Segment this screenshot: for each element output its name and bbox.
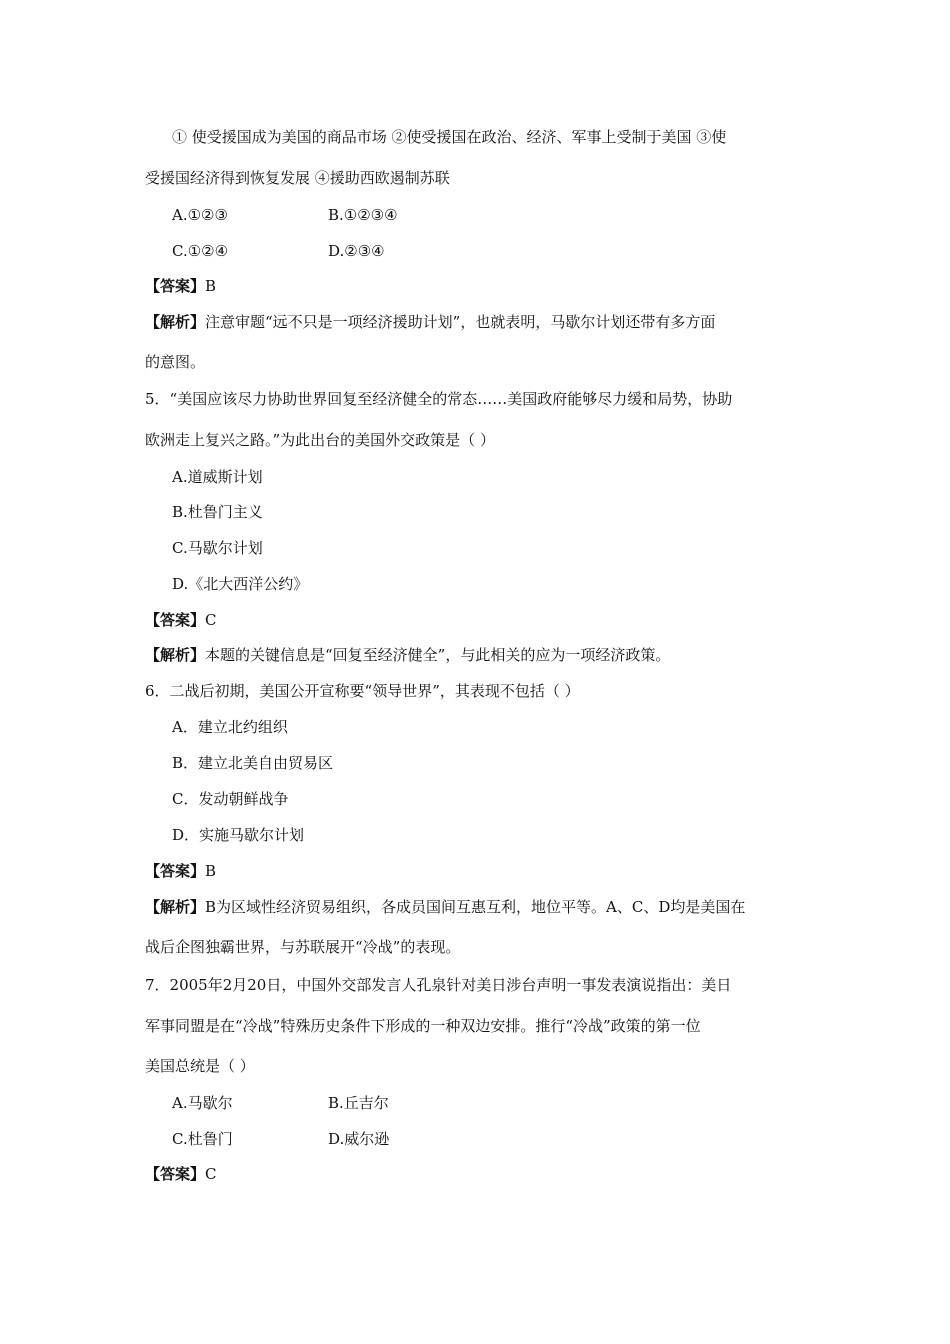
- analysis-text: B为区域性经济贸易组织，各成员国间互惠互利，地位平等。A、C、D均是美国在: [205, 898, 746, 916]
- q6-answer: [145, 861, 216, 881]
- answer-value: B: [205, 277, 217, 295]
- q6-choice-d: D．实施马歇尔计划: [172, 826, 305, 844]
- q5-analysis-line1: [145, 645, 670, 665]
- q4-choice-a: A.①②③: [172, 206, 228, 224]
- q5-answer: [145, 610, 217, 630]
- q4-choice-b: B.①②③④: [328, 206, 398, 224]
- analysis-text: 注意审题“远不只是一项经济援助计划”，也就表明，马歇尔计划还带有多方面: [205, 313, 716, 331]
- q7-choice-a: A.马歇尔: [172, 1094, 233, 1112]
- q6-analysis-line2: 战后企图独霸世界，与苏联展开“冷战”的表现。: [145, 938, 461, 956]
- q6-choice-c: C．发动朝鲜战争: [172, 790, 289, 808]
- q7-choice-c: C.杜鲁门: [172, 1130, 233, 1148]
- q5-choice-a: A.道威斯计划: [172, 468, 263, 486]
- q4-analysis-line1: [145, 312, 715, 332]
- q6-analysis-line1: [145, 897, 745, 917]
- answer-value: C: [205, 611, 217, 629]
- q5-choice-d: D.《北大西洋公约》: [172, 575, 309, 593]
- analysis-label: 【解析】: [145, 313, 206, 331]
- q5-stem-line2: 欧洲走上复兴之路。”为此出台的美国外交政策是（ ）: [145, 431, 495, 449]
- q7-choice-b: B.丘吉尔: [328, 1094, 389, 1112]
- answer-label: 【答案】: [145, 1165, 206, 1183]
- q5-stem-line1: 5．“美国应该尽力协助世界回复至经济健全的常态……美国政府能够尽力缓和局势，协助: [145, 390, 733, 408]
- q6-stem-line1: 6．二战后初期，美国公开宣称要“领导世界”，其表现不包括（ ）: [145, 682, 580, 700]
- answer-value: B: [205, 862, 217, 880]
- q4-options-line1: ① 使受援国成为美国的商品市场 ②使受援国在政治、经济、军事上受制于美国 ③使: [172, 128, 727, 146]
- q7-answer: [145, 1164, 217, 1184]
- q4-answer: [145, 276, 216, 296]
- analysis-text: 本题的关键信息是“回复至经济健全”，与此相关的应为一项经济政策。: [205, 646, 671, 664]
- q7-stem-line3: 美国总统是（ ）: [145, 1057, 255, 1075]
- q6-choice-b: B．建立北美自由贸易区: [172, 754, 334, 772]
- q5-choice-b: B.杜鲁门主义: [172, 503, 263, 521]
- q7-choice-d: D.威尔逊: [328, 1130, 390, 1148]
- q7-stem-line1: 7．2005年2月20日，中国外交部发言人孔泉针对美日涉台声明一事发表演说指出：美日: [145, 976, 732, 994]
- q7-stem-line2: 军事同盟是在“冷战”特殊历史条件下形成的一种双边安排。推行“冷战”政策的第一位: [145, 1017, 701, 1035]
- analysis-label: 【解析】: [145, 646, 206, 664]
- q4-options-line2: 受援国经济得到恢复发展 ④援助西欧遏制苏联: [145, 169, 450, 187]
- answer-label: 【答案】: [145, 862, 206, 880]
- q4-choice-c: C.①②④: [172, 242, 229, 260]
- analysis-label: 【解析】: [145, 898, 206, 916]
- answer-label: 【答案】: [145, 277, 206, 295]
- q5-choice-c: C.马歇尔计划: [172, 539, 263, 557]
- q4-choice-d: D.②③④: [328, 242, 385, 260]
- answer-value: C: [205, 1165, 217, 1183]
- answer-label: 【答案】: [145, 611, 206, 629]
- q4-analysis-line2: 的意图。: [145, 353, 206, 371]
- q6-choice-a: A．建立北约组织: [172, 718, 288, 736]
